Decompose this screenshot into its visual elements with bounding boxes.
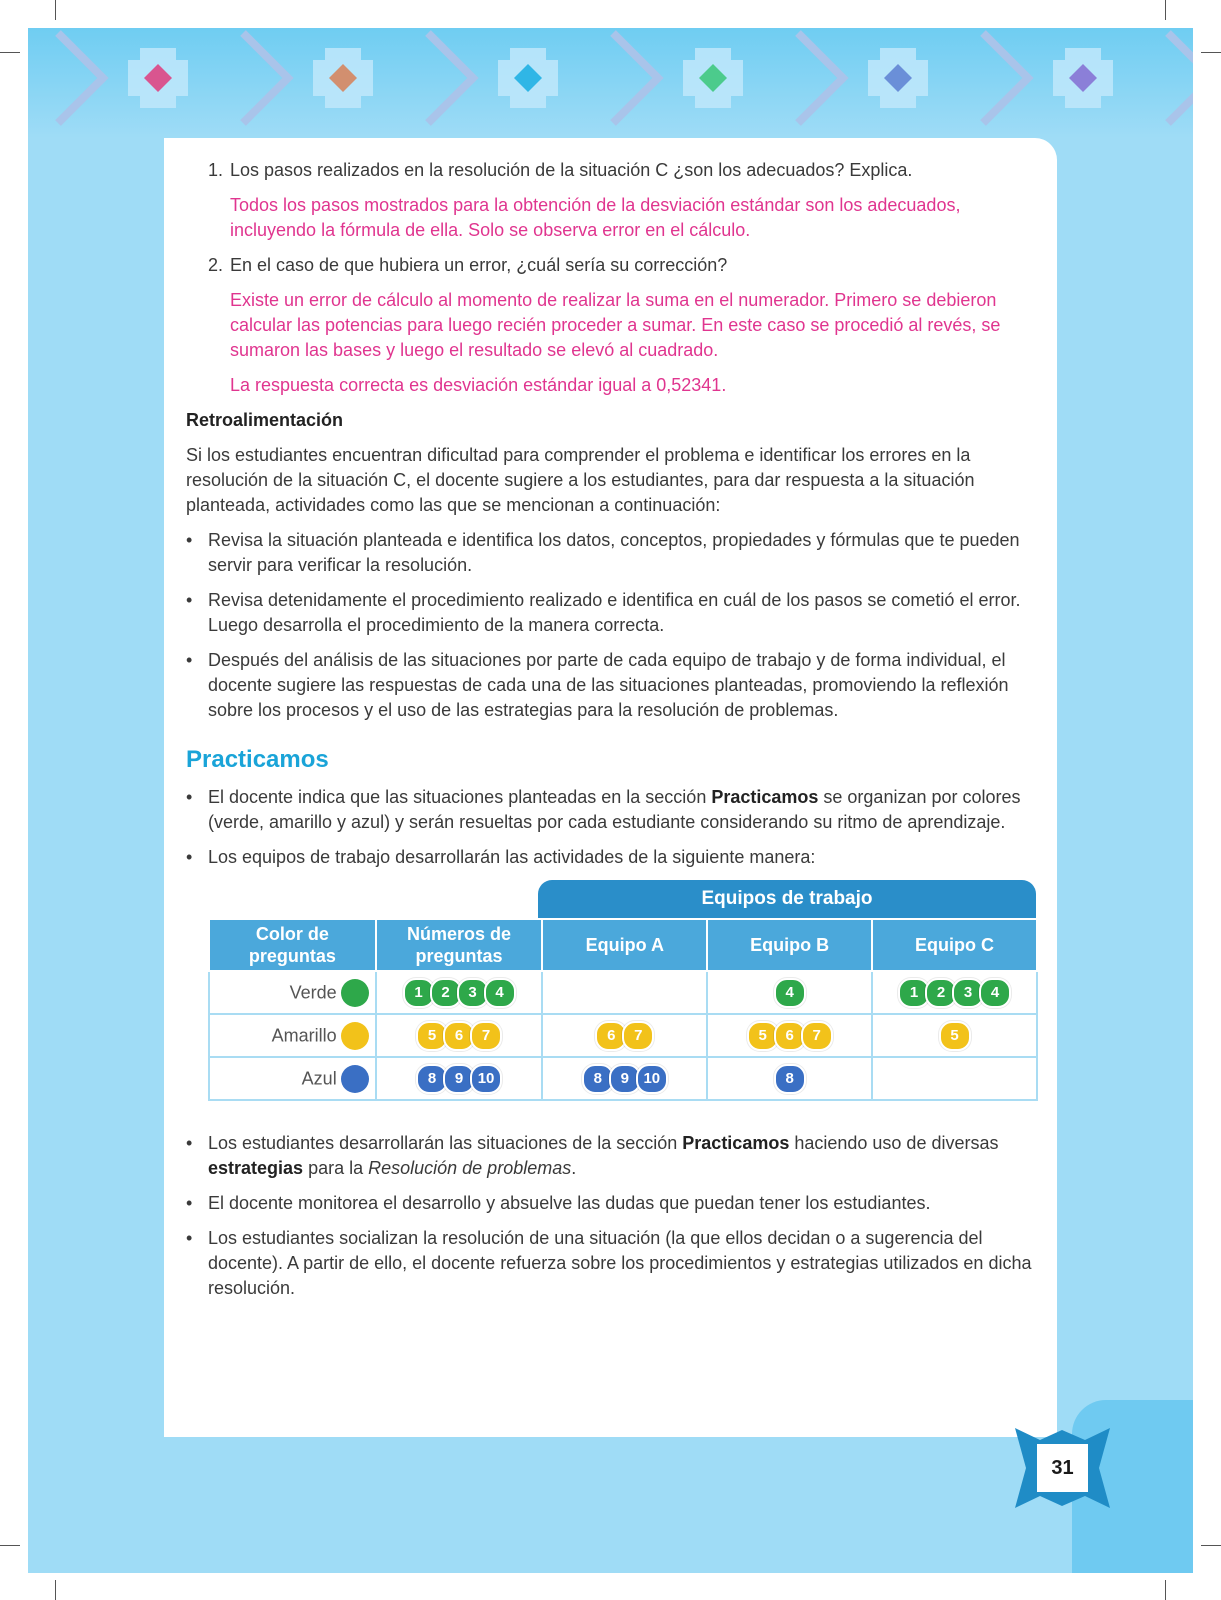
question-badge: 10 bbox=[470, 1064, 502, 1094]
question-badge: 3 bbox=[952, 978, 984, 1008]
color-label: Amarillo bbox=[271, 1025, 337, 1045]
section-title-practicamos: Practicamos bbox=[186, 746, 329, 773]
question-text: Los pasos realizados en la resolución de la situación C ¿son los adecuados? Explica. bbox=[230, 160, 913, 180]
question-badge: 10 bbox=[636, 1064, 668, 1094]
bullet-text: Revisa detenidamente el procedimiento realizado e identifica en cuál de los pasos se cometió el error. Luego desarrolla el procedimiento de la manera correcta. bbox=[208, 590, 1021, 635]
text-run: . bbox=[571, 1158, 577, 1178]
question-badge: 4 bbox=[774, 978, 806, 1008]
header-cell: Equipo C bbox=[872, 919, 1037, 971]
bullet-marker: • bbox=[186, 530, 193, 550]
bullet-marker: • bbox=[186, 1193, 193, 1213]
text-run: haciendo uso de diversas bbox=[789, 1133, 999, 1153]
question-badge: 7 bbox=[801, 1021, 833, 1051]
header-cell: Números de preguntas bbox=[376, 919, 543, 971]
bold-text: Practicamos bbox=[682, 1133, 790, 1153]
question-badge: 6 bbox=[595, 1021, 627, 1051]
question-cell bbox=[872, 971, 1037, 1014]
color-cell bbox=[209, 1014, 376, 1057]
question-badge: 6 bbox=[443, 1021, 475, 1051]
decorative-pattern-band bbox=[28, 28, 1193, 138]
bullet-text: Revisa la situación planteada e identifica los datos, conceptos, propiedades y fórmulas que te pueden servir para verificar la resolución. bbox=[208, 530, 1020, 575]
table-row bbox=[209, 971, 1037, 1014]
bullet-item bbox=[186, 845, 1036, 870]
question-badge: 1 bbox=[898, 978, 930, 1008]
text-run: se organizan por colores (verde, amarillo y azul) y serán resueltas por cada estudiante considerando su ritmo de aprendizaje. bbox=[208, 787, 1021, 832]
question-badge: 3 bbox=[457, 978, 489, 1008]
answer-text: Todos los pasos mostrados para la obtención de la desviación estándar son los adecuados, incluyendo la fórmula de ella. Solo se observa error en el cálculo. bbox=[230, 195, 961, 240]
bullet-marker: • bbox=[186, 650, 193, 670]
question-badge: 9 bbox=[443, 1064, 475, 1094]
question-badge: 7 bbox=[622, 1021, 654, 1051]
question-text: En el caso de que hubiera un error, ¿cuál sería su corrección? bbox=[230, 255, 728, 275]
header-cell: Equipo B bbox=[707, 919, 872, 971]
question-badge: 4 bbox=[979, 978, 1011, 1008]
question-badge: 8 bbox=[774, 1064, 806, 1094]
question-badge: 6 bbox=[774, 1021, 806, 1051]
color-swatch bbox=[341, 979, 369, 1007]
question-cell bbox=[707, 1057, 872, 1100]
answer-text: Existe un error de cálculo al momento de realizar la suma en el numerador. Primero se debieron calcular las potencias para luego recién proceder a sumar. En este caso se procedió al revés, se sumaron las bases y luego el resultado se elevó al cuadrado. bbox=[230, 290, 1001, 360]
page-number-badge bbox=[1015, 1418, 1110, 1518]
bullet-item bbox=[186, 1226, 1036, 1301]
bold-text: estrategias bbox=[208, 1158, 304, 1178]
bullet-text: El docente monitorea el desarrollo y absuelve las dudas que puedan tener los estudiantes. bbox=[208, 1193, 931, 1213]
bullet-text: Después del análisis de las situaciones por parte de cada equipo de trabajo y de forma individual, el docente sugiere las respuestas de cada una de las situaciones planteadas, promoviendo la reflexión sobre los procesos y el uso de las estrategias para la resolución de problemas. bbox=[208, 650, 1009, 720]
bullet-marker: • bbox=[186, 847, 193, 867]
retro-heading: Retroalimentación bbox=[186, 410, 344, 430]
page-content bbox=[186, 158, 1036, 1311]
color-label: Verde bbox=[289, 982, 337, 1002]
bold-text: Practicamos bbox=[711, 787, 819, 807]
question-badge: 4 bbox=[484, 978, 516, 1008]
italic-text: Resolución de problemas bbox=[368, 1158, 572, 1178]
question-cell bbox=[872, 1057, 1037, 1100]
table-row bbox=[209, 1057, 1037, 1100]
crop-mark bbox=[1165, 0, 1166, 20]
retro-intro: Si los estudiantes encuentran dificultad para comprender el problema e identificar los errores en la resolución de la situación C, el docente sugiere a los estudiantes, para dar respuesta a la situación planteada, actividades como las que se mencionan a continuación: bbox=[186, 445, 975, 515]
crop-mark bbox=[1165, 1580, 1166, 1600]
question-1 bbox=[186, 158, 1036, 183]
question-badge: 5 bbox=[939, 1021, 971, 1051]
answer-text: La respuesta correcta es desviación estándar igual a 0,52341. bbox=[230, 375, 727, 395]
crop-mark bbox=[55, 0, 56, 20]
question-number: 1. bbox=[208, 160, 224, 180]
question-cell bbox=[376, 1014, 543, 1057]
text-run: para la bbox=[303, 1158, 369, 1178]
question-2 bbox=[186, 253, 1036, 278]
table-row bbox=[209, 1014, 1037, 1057]
text-run: Los estudiantes desarrollarán las situaciones de la sección bbox=[208, 1133, 683, 1153]
question-badge: 2 bbox=[430, 978, 462, 1008]
question-number: 2. bbox=[208, 255, 224, 275]
bullet-marker: • bbox=[186, 1133, 193, 1153]
crop-mark bbox=[1201, 1545, 1221, 1546]
question-badge: 8 bbox=[416, 1064, 448, 1094]
question-cell bbox=[542, 1057, 707, 1100]
question-cell bbox=[376, 1057, 543, 1100]
question-cell bbox=[707, 971, 872, 1014]
table-header-row bbox=[209, 919, 1037, 971]
bullet-marker: • bbox=[186, 787, 193, 807]
teams-table-grid bbox=[208, 918, 1038, 1101]
question-badge: 5 bbox=[747, 1021, 779, 1051]
bullet-item bbox=[186, 648, 1036, 723]
text-run: El docente indica que las situaciones planteadas en la sección bbox=[208, 787, 712, 807]
question-cell bbox=[707, 1014, 872, 1057]
bullet-item bbox=[186, 1191, 1036, 1216]
crop-mark bbox=[0, 1545, 20, 1546]
color-cell bbox=[209, 971, 376, 1014]
bullet-item bbox=[186, 1131, 1036, 1181]
color-label: Azul bbox=[301, 1068, 337, 1088]
group-header: Equipos de trabajo bbox=[538, 880, 1036, 918]
question-badge: 9 bbox=[609, 1064, 641, 1094]
crop-mark bbox=[1201, 52, 1221, 53]
question-badge: 8 bbox=[582, 1064, 614, 1094]
header-cell: Color de preguntas bbox=[209, 919, 376, 971]
bullet-text: Los equipos de trabajo desarrollarán las actividades de la siguiente manera: bbox=[208, 847, 816, 867]
bullet-marker: • bbox=[186, 590, 193, 610]
question-cell bbox=[376, 971, 543, 1014]
bullet-marker: • bbox=[186, 1228, 193, 1248]
color-swatch bbox=[341, 1065, 369, 1093]
crop-mark bbox=[0, 52, 20, 53]
color-swatch bbox=[341, 1022, 369, 1050]
question-badge: 5 bbox=[416, 1021, 448, 1051]
bullet-item bbox=[186, 785, 1036, 835]
page-number: 31 bbox=[1051, 1457, 1074, 1479]
bullet-item bbox=[186, 528, 1036, 578]
bullet-item bbox=[186, 588, 1036, 638]
question-cell bbox=[542, 971, 707, 1014]
bullet-text: Los estudiantes socializan la resolución de una situación (la que ellos decidan o a sugerencia del docente). A partir de ello, el docente refuerza sobre los procedimientos y estrategias utilizados en dicha resolución. bbox=[208, 1228, 1032, 1298]
question-badge: 7 bbox=[470, 1021, 502, 1051]
question-badge: 1 bbox=[403, 978, 435, 1008]
color-cell bbox=[209, 1057, 376, 1100]
bullet-text bbox=[208, 1131, 1036, 1181]
header-cell: Equipo A bbox=[542, 919, 707, 971]
bullet-text bbox=[208, 785, 1036, 835]
crop-mark bbox=[55, 1580, 56, 1600]
question-cell bbox=[872, 1014, 1037, 1057]
question-badge: 2 bbox=[925, 978, 957, 1008]
question-cell bbox=[542, 1014, 707, 1057]
teams-table bbox=[208, 880, 1038, 1101]
